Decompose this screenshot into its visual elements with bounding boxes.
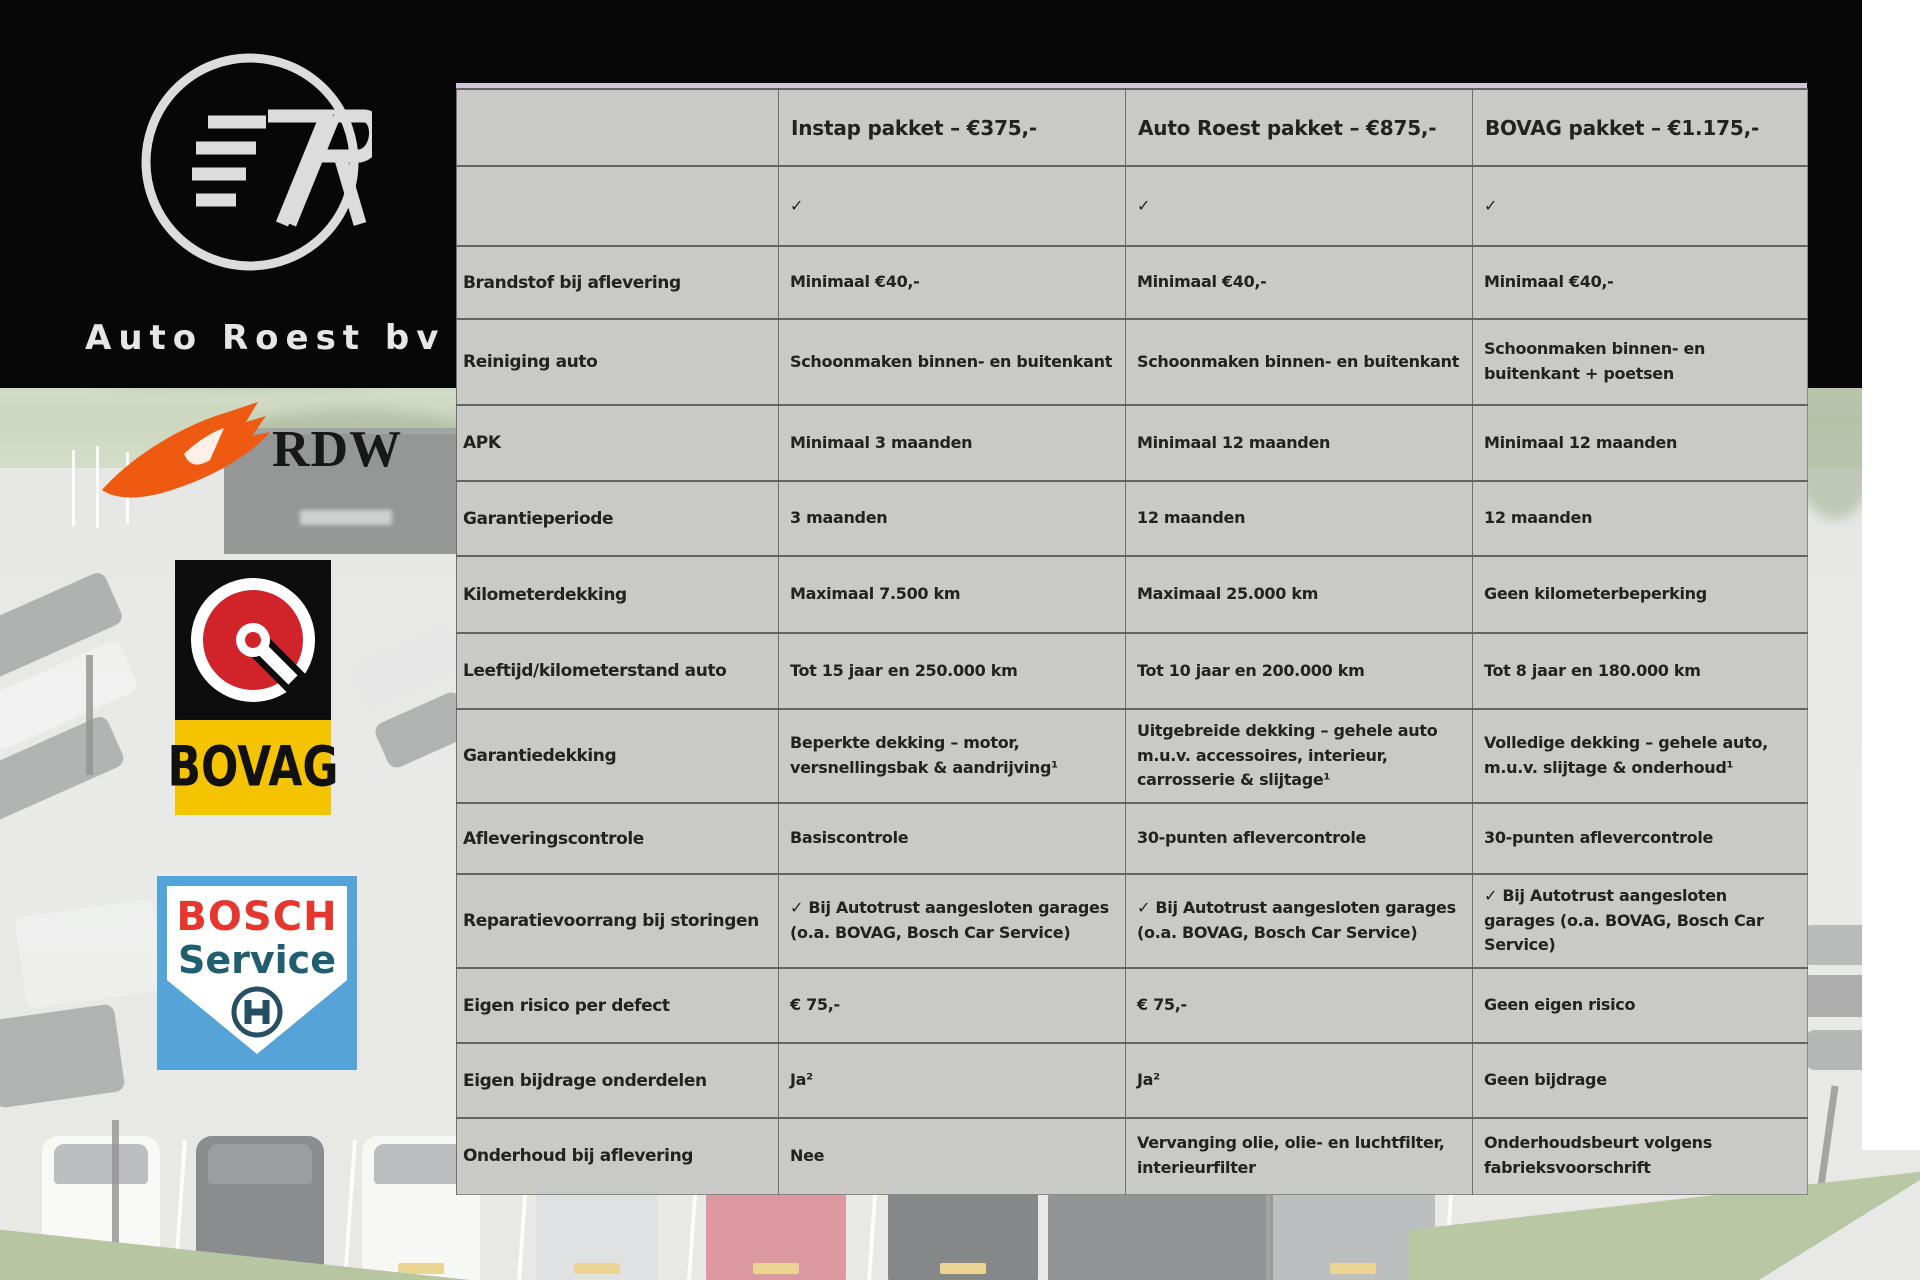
package-cell: Maximaal 7.500 km — [779, 556, 1126, 633]
package-cell: Vervanging olie, olie- en luchtfilter, interieurfilter — [1126, 1118, 1473, 1194]
package-cell: Maximaal 25.000 km — [1126, 556, 1473, 633]
package-cell: Minimaal €40,- — [1126, 246, 1473, 319]
package-cell: Minimaal 3 maanden — [779, 405, 1126, 481]
rdw-wordmark: RDW — [272, 421, 403, 478]
row-label: Afleveringscontrole — [457, 803, 779, 874]
column-header-bovag: BOVAG pakket – €1.175,- — [1473, 89, 1808, 166]
package-cell: Onderhoudsbeurt volgens fabrieksvoorschrift — [1473, 1118, 1808, 1194]
package-cell: ✓ Bij Autotrust aangesloten garages (o.a. BOVAG, Bosch Car Service) — [1126, 874, 1473, 968]
package-cell: Ja² — [779, 1043, 1126, 1118]
car-shape — [14, 899, 165, 1010]
package-cell: ✓ Bij Autotrust aangesloten garages (o.a. BOVAG, Bosch Car Service) — [1473, 874, 1808, 968]
package-cell: 3 maanden — [779, 481, 1126, 556]
parking-line — [343, 1140, 357, 1280]
row-label: APK — [457, 405, 779, 481]
auto-roest-monogram-icon — [128, 40, 372, 284]
table-row — [457, 481, 1808, 556]
package-cell: Schoonmaken binnen- en buitenkant — [779, 319, 1126, 405]
package-cell: Tot 8 jaar en 180.000 km — [1473, 633, 1808, 709]
package-cell: Volledige dekking – gehele auto, m.u.v. slijtage & onderhoud¹ — [1473, 709, 1808, 803]
package-cell: ✓ — [1473, 166, 1808, 246]
row-label: Garantiedekking — [457, 709, 779, 803]
table-row — [457, 803, 1808, 874]
package-cell: Geen kilometerbeperking — [1473, 556, 1808, 633]
row-label — [457, 166, 779, 246]
table-row — [457, 166, 1808, 246]
package-cell: Geen bijdrage — [1473, 1043, 1808, 1118]
table-row — [457, 556, 1808, 633]
package-cell: ✓ — [1126, 166, 1473, 246]
license-plate — [574, 1263, 620, 1274]
car-shape — [42, 1136, 160, 1280]
flag-pole — [72, 450, 75, 526]
parking-line — [173, 1140, 187, 1280]
package-cell: Ja² — [1126, 1043, 1473, 1118]
rdw-swoosh-icon — [100, 398, 275, 513]
package-cell: Tot 10 jaar en 200.000 km — [1126, 633, 1473, 709]
row-label: Onderhoud bij aflevering — [457, 1118, 779, 1194]
license-plate — [753, 1263, 799, 1274]
package-cell: € 75,- — [1126, 968, 1473, 1043]
column-header-instap: Instap pakket – €375,- — [779, 89, 1126, 166]
rdw-logo — [100, 398, 430, 528]
package-cell: Minimaal €40,- — [1473, 246, 1808, 319]
bosch-wordmark: BOSCH — [176, 894, 338, 940]
table-row — [457, 1043, 1808, 1118]
bosch-service-logo — [157, 876, 357, 1070]
package-cell: 30-punten aflevercontrole — [1473, 803, 1808, 874]
license-plate — [940, 1263, 986, 1274]
package-comparison-table — [456, 83, 1807, 1195]
header-row — [457, 89, 1808, 166]
table-row — [457, 874, 1808, 968]
package-cell: Schoonmaken binnen- en buitenkant — [1126, 319, 1473, 405]
license-plate — [398, 1263, 444, 1274]
right-margin — [1862, 0, 1920, 1150]
car-shape — [0, 714, 126, 824]
package-cell: ✓ Bij Autotrust aangesloten garages (o.a. BOVAG, Bosch Car Service) — [779, 874, 1126, 968]
car-windshield — [54, 1144, 148, 1184]
table-row — [457, 319, 1808, 405]
table-row — [457, 1118, 1808, 1194]
package-cell: 12 maanden — [1126, 481, 1473, 556]
package-table-body — [457, 166, 1808, 1194]
package-cell: Nee — [779, 1118, 1126, 1194]
package-cell: Minimaal 12 maanden — [1473, 405, 1808, 481]
package-cell: Geen eigen risico — [1473, 968, 1808, 1043]
grass-patch — [0, 1208, 470, 1280]
row-label: Reiniging auto — [457, 319, 779, 405]
car-shape — [347, 622, 468, 712]
row-label: Brandstof bij aflevering — [457, 246, 779, 319]
light-pole — [112, 1120, 119, 1280]
bovag-wordmark: BOVAG — [167, 735, 339, 800]
car-shape — [0, 639, 139, 752]
column-header-auto-roest: Auto Roest pakket – €875,- — [1126, 89, 1473, 166]
bovag-key-icon — [175, 560, 331, 720]
light-pole — [1804, 1085, 1838, 1279]
package-cell: Tot 15 jaar en 250.000 km — [779, 633, 1126, 709]
package-cell: Uitgebreide dekking – gehele auto m.u.v. accessoires, interieur, carrosserie & slijtage¹ — [1126, 709, 1473, 803]
license-plate — [237, 1263, 283, 1274]
license-plate — [1330, 1263, 1376, 1274]
package-cell: Minimaal €40,- — [779, 246, 1126, 319]
package-cell: Basiscontrole — [779, 803, 1126, 874]
row-label: Leeftijd/kilometerstand auto — [457, 633, 779, 709]
table-row — [457, 246, 1808, 319]
package-cell: Beperkte dekking – motor, versnellingsbak & aandrijving¹ — [779, 709, 1126, 803]
car-windshield — [374, 1144, 468, 1184]
bovag-logo — [167, 560, 339, 815]
row-label: Garantieperiode — [457, 481, 779, 556]
brand-name: Auto Roest bv — [85, 318, 446, 358]
table-row — [457, 709, 1808, 803]
package-cell: Minimaal 12 maanden — [1126, 405, 1473, 481]
bosch-service-wordmark: Service — [178, 938, 336, 982]
table-row — [457, 968, 1808, 1043]
package-cell: 12 maanden — [1473, 481, 1808, 556]
bosch-armature-icon — [229, 984, 285, 1040]
row-label: Eigen bijdrage onderdelen — [457, 1043, 779, 1118]
car-shape — [0, 570, 125, 682]
car-shape — [1800, 1218, 1882, 1278]
package-cell: € 75,- — [779, 968, 1126, 1043]
corner-cell — [457, 89, 779, 166]
row-label: Reparatievoorrang bij storingen — [457, 874, 779, 968]
path-patch — [1690, 1180, 1920, 1280]
light-pole — [86, 655, 93, 775]
table-row — [457, 633, 1808, 709]
package-cell: ✓ — [779, 166, 1126, 246]
flag-pole — [96, 446, 99, 528]
auto-roest-logo — [85, 18, 446, 378]
row-label: Eigen risico per defect — [457, 968, 779, 1043]
license-plate — [78, 1263, 124, 1274]
table-row — [457, 405, 1808, 481]
package-cell: 30-punten aflevercontrole — [1126, 803, 1473, 874]
car-shape — [196, 1136, 324, 1280]
car-windshield — [208, 1144, 312, 1184]
bovag-yellow-bar — [167, 720, 339, 815]
package-cell: Schoonmaken binnen- en buitenkant + poetsen — [1473, 319, 1808, 405]
row-label: Kilometerdekking — [457, 556, 779, 633]
car-shape — [0, 1003, 125, 1108]
